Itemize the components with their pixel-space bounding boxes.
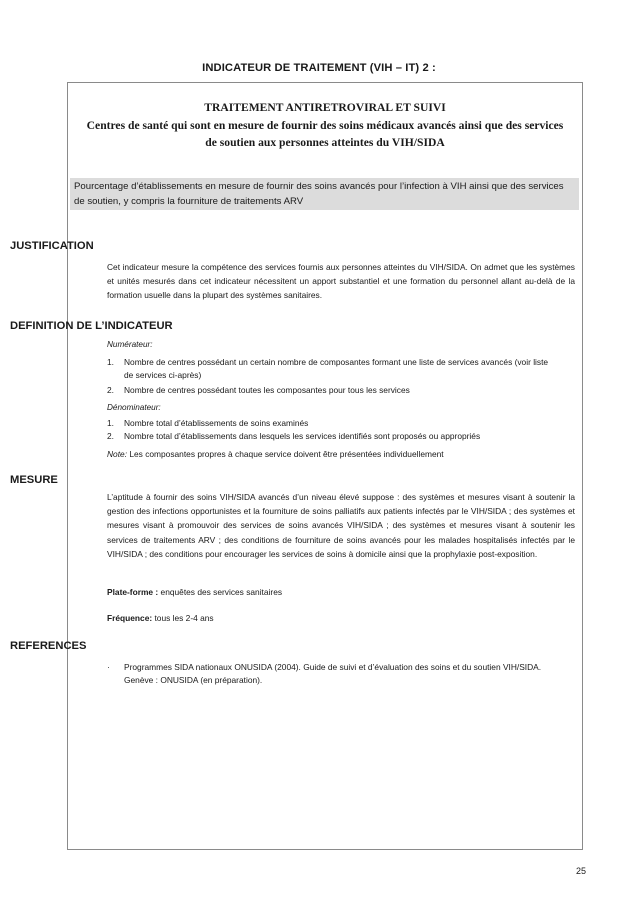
bullet: · bbox=[107, 662, 110, 672]
indicator-title bbox=[68, 99, 582, 152]
list-text: Nombre de centres possédant toutes les composantes pour tous les services bbox=[124, 385, 410, 395]
list-number: 2. bbox=[107, 385, 114, 395]
denominator-item bbox=[107, 417, 577, 430]
page-number: 25 bbox=[575, 866, 586, 876]
frequency-line bbox=[107, 612, 577, 625]
reference-text: Programmes SIDA nationaux ONUSIDA (2004). Guide de suivi et d’évaluation des soins et du soutien VIH/SIDA. bbox=[124, 662, 542, 672]
numerator-item bbox=[107, 384, 577, 397]
definition-heading: DEFINITION DE L’INDICATEUR bbox=[10, 320, 173, 332]
reference-text-continued: Genève : ONUSIDA (en préparation). bbox=[124, 674, 263, 685]
note bbox=[107, 448, 577, 461]
definition-box: Pourcentage d’établissements en mesure de fournir des soins avancés pour l’infection à VIH ainsi que des services de soutien, y compris la fourniture de traitements ARV bbox=[70, 178, 579, 210]
list-number: 1. bbox=[107, 418, 114, 428]
list-text: Nombre de centres possédant un certain nombre de composantes formant une liste de services avancés (voir liste bbox=[124, 357, 549, 367]
note-label: Note: bbox=[107, 449, 128, 459]
page-heading: INDICATEUR DE TRAITEMENT (VIH – IT) 2 : bbox=[202, 62, 436, 74]
indicator-frame bbox=[67, 82, 583, 850]
note-text: Les composantes propres à chaque service doivent être présentées individuellement bbox=[127, 449, 444, 459]
list-number: 2. bbox=[107, 431, 114, 441]
indicator-title-sub: Centres de santé qui sont en mesure de fournir des soins médicaux avancés ainsi que des services de soutien aux personnes atteintes du VIH/SIDA bbox=[86, 118, 564, 149]
list-text: Nombre total d’établissements de soins examinés bbox=[124, 418, 309, 428]
justification-heading: JUSTIFICATION bbox=[10, 240, 94, 252]
indicator-title-main: TRAITEMENT ANTIRETROVIRAL ET SUIVI bbox=[204, 101, 446, 114]
mesure-heading: MESURE bbox=[10, 474, 58, 486]
reference-item bbox=[107, 661, 577, 687]
list-text-continued: de services ci-après) bbox=[124, 369, 202, 380]
list-number: 1. bbox=[107, 357, 114, 367]
justification-text: Cet indicateur mesure la compétence des services fournis aux personnes atteintes du VIH/SIDA. On admet que les systèmes et unités mesurés dans cet indicateur nécessitent un apport substantiel et une formation du personnel allant au-delà de la formation usuelle dans la plupart des systèmes sanitaires. bbox=[107, 262, 575, 301]
mesure-text: L’aptitude à fournir des soins VIH/SIDA avancés d’un niveau élevé suppose : des systèmes et mesures visant à soutenir la gestion des infections opportunistes et la fourniture de soins palliatifs aux patients infectés par le VIH/SIDA ; des systèmes et mesures visant à promouvoir des services de soins avancés VIH/SIDA ; des systèmes et mesures visant à soutenir les services de traitements ARV ; des conditions de fourniture de soins avancés pour les malades hospitalisés infectés par le VIH/SIDA ; des conditions pour encourager les services de soins à domicile ainsi que la prophylaxie post-exposition. bbox=[107, 492, 575, 559]
platform-value: enquêtes des services sanitaires bbox=[158, 587, 283, 597]
list-text: Nombre total d’établissements dans lesquels les services identifiés sont proposés ou appropriés bbox=[124, 431, 481, 441]
numerator-label: Numérateur: bbox=[107, 340, 153, 349]
numerator-item bbox=[107, 356, 577, 382]
platform-label: Plate-forme : bbox=[107, 587, 159, 597]
platform-line bbox=[107, 586, 577, 599]
references-heading: REFERENCES bbox=[10, 640, 87, 652]
frequency-label: Fréquence: bbox=[107, 613, 153, 623]
frequency-value: tous les 2-4 ans bbox=[152, 613, 214, 623]
denominator-item bbox=[107, 430, 577, 443]
denominator-label: Dénominateur: bbox=[107, 403, 161, 412]
